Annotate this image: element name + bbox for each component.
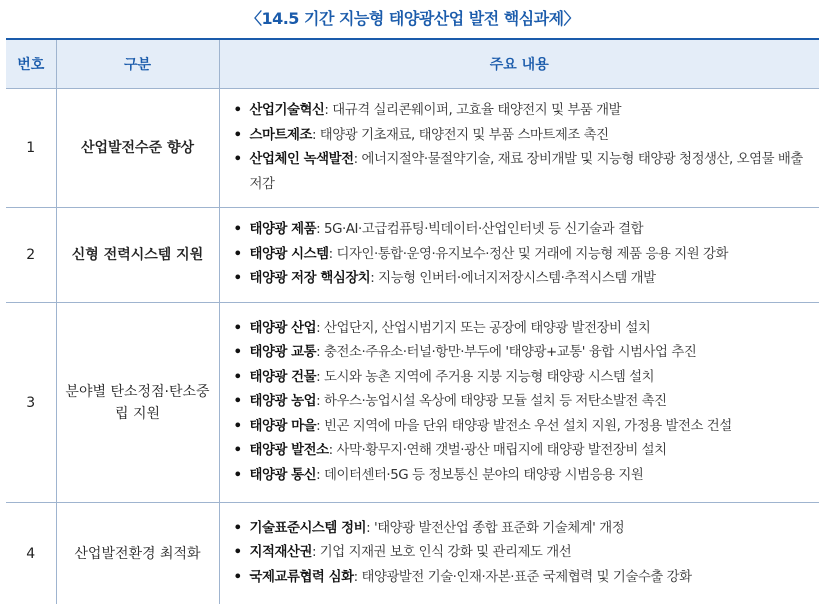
item-term: 기술표준시스템 정비 bbox=[250, 521, 367, 536]
row-category: 신형 전력시스템 지원 bbox=[56, 208, 219, 303]
list-item bbox=[234, 415, 816, 440]
table-row bbox=[6, 89, 819, 208]
core-tasks-table bbox=[6, 38, 819, 604]
row-number: 1 bbox=[6, 89, 56, 208]
row-number: 2 bbox=[6, 208, 56, 303]
item-description: : 산업단지, 산업시범기지 또는 공장에 태양광 발전장비 설치 bbox=[316, 321, 650, 336]
list-item bbox=[234, 566, 816, 591]
list-item bbox=[234, 439, 816, 464]
list-item bbox=[234, 243, 816, 268]
task-list bbox=[234, 99, 816, 197]
row-content bbox=[219, 503, 819, 604]
table-row bbox=[6, 303, 819, 503]
list-item bbox=[234, 99, 816, 124]
header-num: 번호 bbox=[6, 39, 56, 89]
list-item bbox=[234, 218, 816, 243]
item-term: 태양광 교통 bbox=[250, 345, 317, 360]
item-term: 태양광 마을 bbox=[250, 419, 317, 434]
list-item bbox=[234, 341, 816, 366]
list-item bbox=[234, 148, 816, 197]
item-term: 태양광 저장 핵심장치 bbox=[250, 271, 371, 286]
item-description: : 태양광발전 기술·인재·자본·표준 국제협력 및 기술수출 강화 bbox=[354, 570, 692, 585]
item-description: : 데이터센터·5G 등 정보통신 분야의 태양광 시범응용 지원 bbox=[316, 468, 643, 483]
task-list bbox=[234, 517, 816, 591]
list-item bbox=[234, 517, 816, 542]
item-term: 국제교류협력 심화 bbox=[250, 570, 354, 585]
row-category: 산업발전수준 향상 bbox=[56, 89, 219, 208]
header-content: 주요 내용 bbox=[219, 39, 819, 89]
item-description: : 충전소·주유소·터널·항만·부두에 '태양광+교통' 융합 시범사업 추진 bbox=[316, 345, 696, 360]
list-item bbox=[234, 390, 816, 415]
item-description: : 하우스·농업시설 옥상에 태양광 모듈 설치 등 저탄소발전 촉진 bbox=[316, 394, 666, 409]
item-term: 태양광 발전소 bbox=[250, 443, 329, 458]
task-list bbox=[234, 218, 816, 292]
item-term: 태양광 제품 bbox=[250, 222, 317, 237]
table-row bbox=[6, 208, 819, 303]
item-term: 지적재산권 bbox=[250, 545, 312, 560]
item-description: : 에너지절약·물절약기술, 재료 장비개발 및 지능형 태양광 청정생산, 오염물 배출 저감 bbox=[250, 152, 803, 192]
item-description: : 도시와 농촌 지역에 주거용 지붕 지능형 태양광 시스템 설치 bbox=[316, 370, 654, 385]
item-description: : 디자인·통합·운영·유지보수·정산 및 거래에 지능형 제품 응용 지원 강화 bbox=[329, 247, 728, 262]
item-term: 태양광 시스템 bbox=[250, 247, 329, 262]
header-category: 구분 bbox=[56, 39, 219, 89]
list-item bbox=[234, 366, 816, 391]
list-item bbox=[234, 317, 816, 342]
item-term: 산업기술혁신 bbox=[250, 103, 325, 118]
list-item bbox=[234, 267, 816, 292]
item-term: 태양광 통신 bbox=[250, 468, 317, 483]
row-number: 4 bbox=[6, 503, 56, 604]
row-number: 3 bbox=[6, 303, 56, 503]
table-row bbox=[6, 503, 819, 604]
list-item bbox=[234, 541, 816, 566]
item-term: 태양광 농업 bbox=[250, 394, 317, 409]
list-item bbox=[234, 464, 816, 489]
item-description: : '태양광 발전산업 종합 표준화 기술체계' 개정 bbox=[366, 521, 624, 536]
row-content bbox=[219, 303, 819, 503]
row-category: 분야별 탄소정점·탄소중립 지원 bbox=[56, 303, 219, 503]
task-list bbox=[234, 317, 816, 489]
row-category: 산업발전환경 최적화 bbox=[56, 503, 219, 604]
item-term: 태양광 산업 bbox=[250, 321, 317, 336]
row-content bbox=[219, 208, 819, 303]
item-term: 태양광 건물 bbox=[250, 370, 317, 385]
item-description: : 태양광 기초재료, 태양전지 및 부품 스마트제조 촉진 bbox=[312, 128, 609, 143]
item-term: 스마트제조 bbox=[250, 128, 312, 143]
item-description: : 기업 지재권 보호 인식 강화 및 관리제도 개선 bbox=[312, 545, 571, 560]
table-title: 〈14.5 기간 지능형 태양광산업 발전 핵심과제〉 bbox=[0, 6, 825, 29]
list-item bbox=[234, 124, 816, 149]
item-description: : 빈곤 지역에 마을 단위 태양광 발전소 우선 설치 지원, 가정용 발전소 건설 bbox=[316, 419, 732, 434]
item-description: : 지능형 인버터·에너지저장시스템·추적시스템 개발 bbox=[370, 271, 655, 286]
header-row bbox=[6, 39, 819, 89]
item-term: 산업체인 녹색발전 bbox=[250, 152, 354, 167]
row-content bbox=[219, 89, 819, 208]
item-description: : 대규격 실리콘웨이퍼, 고효율 태양전지 및 부품 개발 bbox=[324, 103, 621, 118]
item-description: : 사막·황무지·연해 갯벌·광산 매립지에 태양광 발전장비 설치 bbox=[329, 443, 667, 458]
item-description: : 5G·AI·고급컴퓨팅·빅데이터·산업인터넷 등 신기술과 결합 bbox=[316, 222, 643, 237]
